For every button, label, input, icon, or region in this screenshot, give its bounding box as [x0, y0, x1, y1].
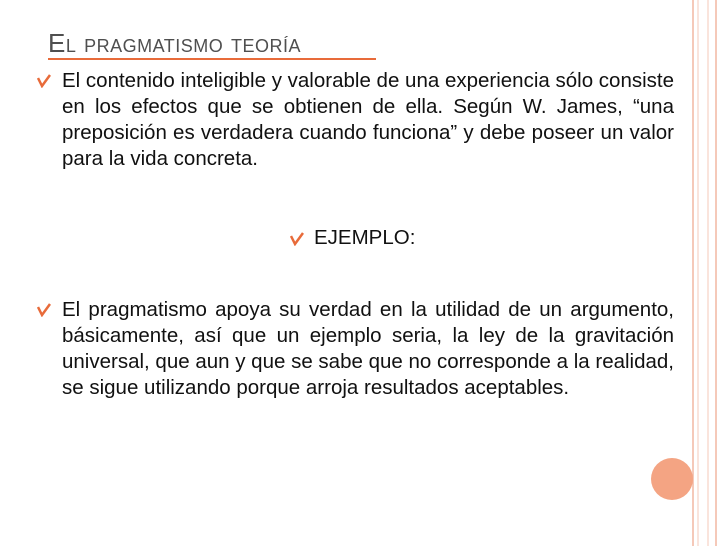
bullet-icon: [37, 74, 51, 88]
bullet-icon: [290, 232, 304, 246]
example-label: EJEMPLO:: [314, 226, 416, 249]
decorative-circle: [651, 458, 693, 500]
slide-title: El pragmatismo teoría: [48, 28, 301, 58]
title-underline: [48, 58, 376, 60]
paragraph-definition: El contenido inteligible y valorable de una experiencia sólo consiste en los efectos que se obtienen de ella. Según W. James, “una preposición es verdadera cuando funciona” y debe poseer un valor para la vida concreta.: [62, 69, 674, 170]
bullet-icon: [37, 303, 51, 317]
paragraph-example: El pragmatismo apoya su verdad en la utilidad de un argumento, básicamente, así que un ejemplo seria, la ley de la gravitación universal, que aun y que se sabe que no corresponde a la realidad, se sigue utilizando porque arroja resultados aceptables.: [62, 298, 675, 399]
